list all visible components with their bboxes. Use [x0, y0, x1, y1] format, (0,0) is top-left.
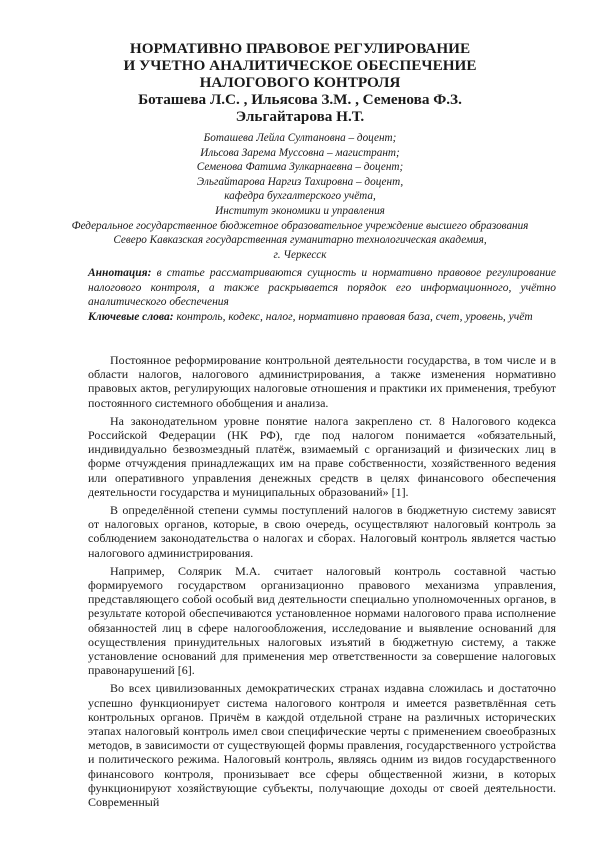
keywords-label: Ключевые слова: — [88, 310, 174, 323]
affiliation-line: Северо Кавказская государственная гуманитарно технологическая академия, — [113, 234, 487, 247]
author-affiliations — [0, 131, 600, 262]
body-paragraph: На законодательном уровне понятие налога закреплено ст. 8 Налогового кодекса Российской Федерации (НК РФ), где под налогом понимается «обязательный, индивидуально безвозмездный платёж, взимаемый с организаций и физических лиц в форме отчуждения принадлежащих им на праве собственности, хозяйственного ведения или оперативного управления денежных средств в целях финансового обеспечения деятельности государства и муниципальных образований» [1]. — [88, 413, 556, 499]
article-body — [88, 353, 556, 813]
affiliation-line: Федеральное государственное бюджетное образовательное учреждение высшего образования — [71, 219, 529, 232]
body-paragraph: В определённой степени суммы поступлений налогов в бюджетную систему зависят от налоговых органов, которые, в свою очередь, осуществляют налоговый контроль за соблюдением законодательства о налогах и сборах. Налоговый контроль является частью налогового администрирования. — [88, 503, 556, 560]
affiliation-line: Эльгайтарова Наргиз Тахировна – доцент, — [196, 175, 404, 188]
article-title-line-3: НАЛОГОВОГО КОНТРОЛЯ — [199, 74, 401, 91]
affiliation-line: Семенова Фатима Зулкарнаевна – доцент; — [196, 161, 404, 174]
body-paragraph: Постоянное реформирование контрольной деятельности государства, в том числе и в области налогов, налогового администрирования, а также изменения нормативно правовых актов, регулирующих налоговые отношения и практики их применения, требуют постоянного системного обобщения и анализа. — [88, 353, 556, 410]
article-title-line-2: И УЧЕТНО АНАЛИТИЧЕСКОЕ ОБЕСПЕЧЕНИЕ — [123, 57, 477, 74]
affiliation-line: Институт экономики и управления — [215, 204, 385, 217]
body-paragraph: Например, Солярик М.А. считает налоговый контроль составной частью формируемого государством организационно правового механизма управления, представляющего собой особый вид деятельности специально уполномоченных органов, в результате которой обеспечиваются установленное нормами налогового права исполнение обязанностей лиц в сфере налогообложения, исследование и выявление оснований для осуществления принудительных налоговых изъятий в бюджетную систему, а также установление оснований для применения мер ответственности за совершение налоговых правонарушений [6]. — [88, 563, 556, 678]
body-paragraph: Во всех цивилизованных демократических странах издавна сложилась и достаточно успешно функционирует система налогового контроля и имеется разветвлённая сеть контрольных органов. Причём в каждой отдельной стране на различных исторических этапах налоговый контроль имел свои специфические черты с применением своеобразных методов, в зависимости от существующей формы правления, государственного устройства и политического режима. Налоговый контроль, являясь одним из видов государственного финансового контроля, пронизывает все сферы общественной жизни, в которых функционируют хозяйствующие субъекты, получающие доходы от своей деятельности. Современный — [88, 681, 556, 810]
abstract-text: в статье рассматриваются сущность и нормативно правовое регулирование налогового контроля, а также раскрывается порядок его информационного, учётно аналитического обеспечения — [88, 267, 556, 309]
authors-line: Боташева Л.С. , Ильясова З.М. , Семенова Ф.З. — [138, 91, 462, 108]
abstract-label: Аннотация: — [88, 267, 152, 279]
affiliation-line: Ильсова Зарема Муссовна – магистрант; — [200, 146, 400, 159]
abstract-block — [88, 266, 556, 324]
affiliation-line: г. Черкесск — [273, 248, 327, 261]
article-title-line-1: НОРМАТИВНО ПРАВОВОЕ РЕГУЛИРОВАНИЕ — [129, 40, 471, 57]
keywords-text: контроль, кодекс, налог, нормативно правовая база, счет, уровень, учёт — [176, 310, 533, 323]
affiliation-line: кафедра бухгалтерского учёта, — [224, 190, 376, 203]
abstract — [88, 266, 556, 310]
keywords — [88, 310, 556, 325]
affiliation-line: Боташева Лейла Султановна – доцент; — [203, 132, 397, 144]
article-title-block — [60, 40, 540, 125]
authors-line-2: Эльгайтарова Н.Т. — [235, 108, 365, 125]
